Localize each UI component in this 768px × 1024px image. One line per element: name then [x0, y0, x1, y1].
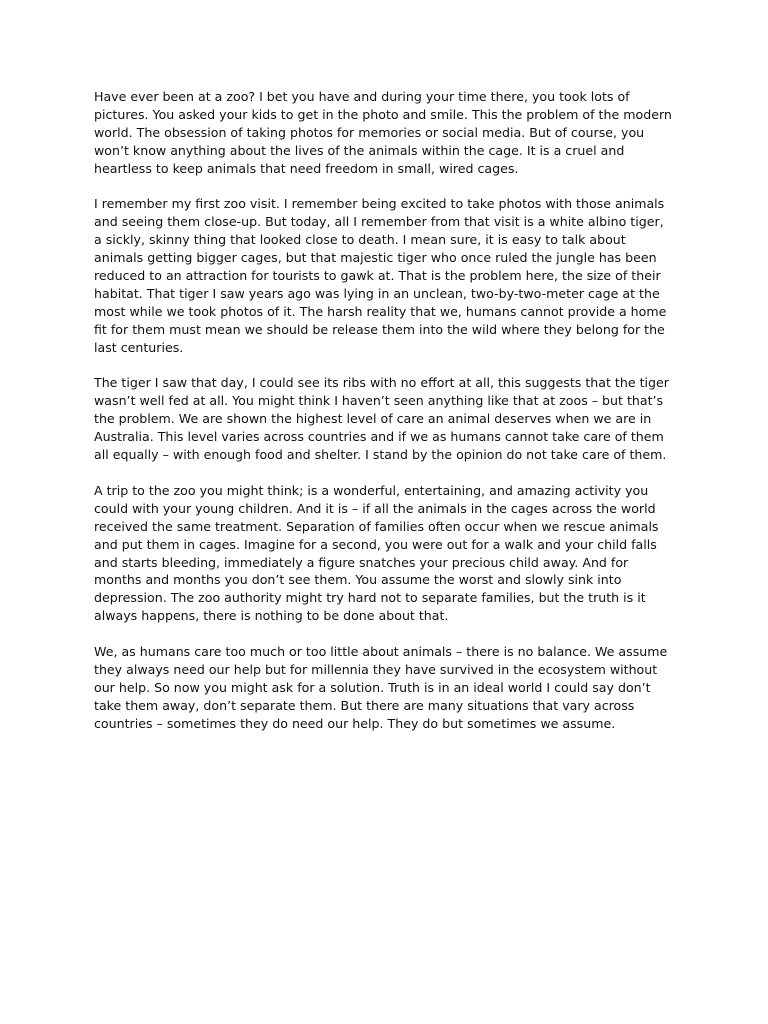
paragraph-4: A trip to the zoo you might think; is a wonderful, entertaining, and amazing activity you could with your young children. And it is – if all the animals in the cages across the world received the same treatment. Separation of families often occur when we rescue animals and put them in cages. Imagine for a second, you were out for a walk and your child falls and starts bleeding, immediately a figure snatches your precious child away. And for months and months you don’t see them. You assume the worst and slowly sink into depression. The zoo authority might try hard not to separate families, but the truth is it always happens, there is nothing to be done about that. — [94, 482, 659, 624]
paragraph-2: I remember my first zoo visit. I remember being excited to take photos with those animals and seeing them close-up. But today, all I remember from that visit is a white albino tiger, a sickly, skinny thing that looked close to death. I mean sure, it is easy to talk about animals getting bigger cages, but that majestic tiger who once ruled the jungle has been reduced to an attraction for tourists to gawk at. That is the problem here, the size of their habitat. That tiger I saw years ago was lying in an unclean, two-by-two-meter cage at the most while we took photos of it. The harsh reality that we, humans cannot provide a home fit for them must mean we should be release them into the wild where they belong for the last centuries. — [94, 196, 667, 355]
paragraph-3: The tiger I saw that day, I could see its ribs with no effort at all, this suggests that the tiger wasn’t well fed at all. You might think I haven’t seen anything like that at zoos – but that’s the problem. We are shown the highest level of care an animal deserves when we are in Australia. This level varies across countries and if we as humans cannot take care of them all equally – with enough food and shelter. I stand by the opinion do not take care of them. — [94, 375, 669, 463]
paragraph-5: We, as humans care too much or too little about animals – there is no balance. We assume they always need our help but for millennia they have survived in the ecosystem without our help. So now you might ask for a solution. Truth is in an ideal world I could say don’t take them away, don’t separate them. But there are many situations that vary across countries – sometimes they do need our help. They do but sometimes we assume. — [94, 644, 668, 731]
paragraph-1: Have ever been at a zoo? I bet you have and during your time there, you took lots of pictures. You asked your kids to get in the photo and smile. This the problem of the modern world. The obsession of taking photos for memories or social media. But of course, you won’t know anything about the lives of the animals within the cage. It is a cruel and heartless to keep animals that need freedom in small, wired cages. — [94, 89, 672, 176]
document-body — [94, 88, 674, 733]
